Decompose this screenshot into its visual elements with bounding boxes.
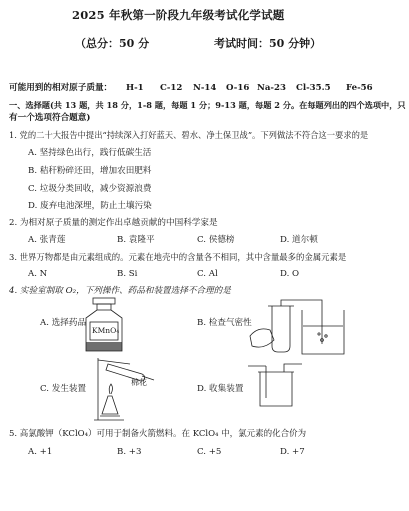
q4-stem: 4. 实验室制取 O₂，下列操作、药品和装置选择不合理的是 (9, 286, 231, 296)
q1-option-b: B. 秸秆粉碎还田，增加农田肥料 (28, 166, 152, 176)
atomic-mass-label: 可能用到的相对原子质量： (9, 83, 113, 93)
exam-title: 2025 年秋第一阶段九年级考试化学试题 (72, 8, 285, 22)
generator-figure (78, 352, 158, 424)
q3-option-d: D. O (280, 269, 300, 279)
atomic-mass-cl: Cl-35.5 (296, 83, 331, 93)
atomic-mass-na: Na-23 (257, 83, 286, 93)
q3-option-a: A. N (28, 269, 48, 279)
q5-option-b: B. +3 (117, 447, 142, 457)
atomic-mass-o: O-16 (226, 83, 250, 93)
q1-option-a: A. 坚持绿色出行，践行低碳生活 (28, 148, 152, 158)
total-score: （总分：50 分 (75, 37, 150, 50)
reagent-bottle-figure (80, 296, 128, 354)
q2-option-c: C. 侯德榜 (197, 235, 235, 245)
section1-intro: 一、选择题(共 13 题，共 18 分，1-8 题，每题 1 分；9-13 题，每题 2 分。在每题列出的四个选项中，只 (9, 100, 406, 110)
q2-option-a: A. 张青莲 (28, 235, 66, 245)
q1-stem: 1. 党的二十大报告中提出“持续深入打好蓝天、碧水、净土保卫战”。下列做法不符合这一要求的是 (9, 130, 369, 140)
q2-option-b: B. 袁隆平 (117, 235, 155, 245)
q5-option-d: D. +7 (280, 447, 305, 457)
q4-option-d: D. 收集装置 (197, 384, 244, 394)
section1-intro-cont: 有一个选项符合题意) (9, 113, 91, 123)
q3-stem: 3. 世界万物都是由元素组成的。元素在地壳中的含量各不相同，其中含量最多的金属元素是 (9, 252, 347, 262)
q2-option-d: D. 道尔顿 (280, 235, 318, 245)
atomic-mass-c: C-12 (160, 83, 183, 93)
kmno4-label: KMnO₄ (92, 326, 120, 335)
q4-option-c: C. 发生装置 (40, 384, 87, 394)
atomic-mass-n: N-14 (193, 83, 217, 93)
collection-figure (248, 360, 304, 410)
atomic-mass-h: H-1 (126, 83, 144, 93)
q1-option-c: C. 垃圾分类回收，减少资源浪费 (28, 184, 152, 194)
q2-stem: 2. 为相对原子质量的测定作出卓越贡献的中国科学家是 (9, 218, 218, 228)
q1-option-d: D. 废弃电池深埋，防止土壤污染 (28, 201, 152, 211)
airtightness-figure (240, 296, 355, 358)
q4-option-a: A. 选择药品 (40, 318, 87, 328)
atomic-mass-fe: Fe-56 (346, 83, 373, 93)
q5-option-a: A. +1 (28, 447, 53, 457)
q4-option-b: B. 检查气密性 (197, 318, 252, 328)
cotton-label: 棉花 (131, 378, 147, 387)
q5-option-c: C. +5 (197, 447, 222, 457)
q3-option-c: C. Al (197, 269, 218, 279)
q5-stem: 5. 高氯酸钾（KClO₄）可用于制备火箭燃料。在 KClO₄ 中，氯元素的化合价为 (9, 429, 307, 439)
exam-time: 考试时间：50 分钟） (214, 37, 322, 50)
q3-option-b: B. Si (117, 269, 138, 279)
